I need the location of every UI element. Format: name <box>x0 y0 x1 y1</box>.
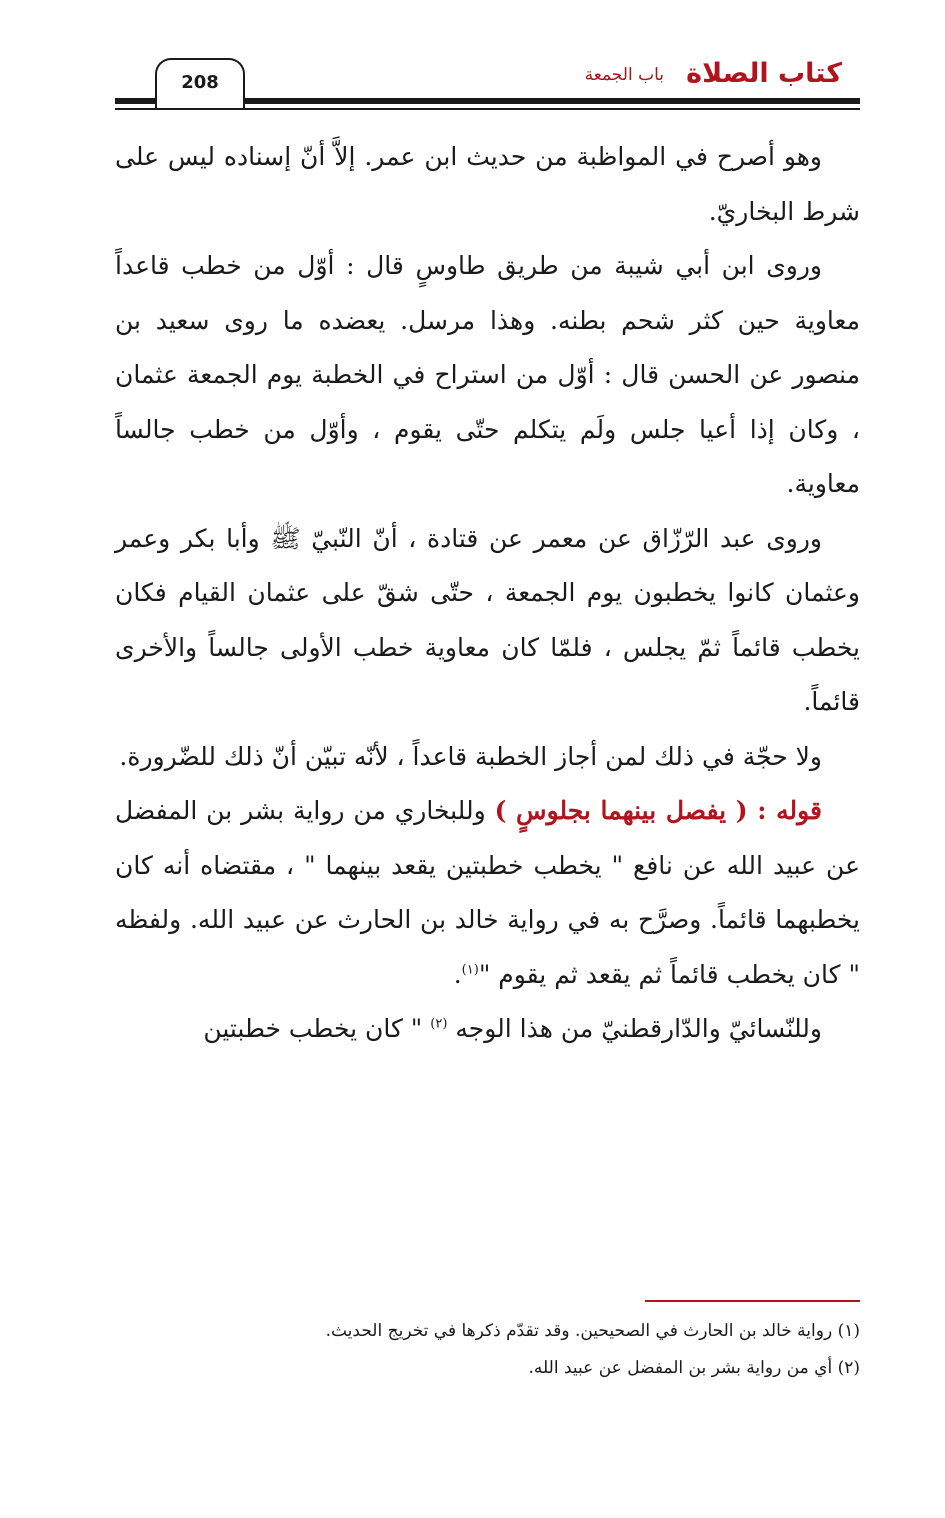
footnote-2: (٢) أي من رواية بشر بن المفضل عن عبيد الله. <box>528 1358 860 1378</box>
paragraph-5-end: . <box>453 959 462 989</box>
chapter-title: باب الجمعة <box>584 65 664 85</box>
paragraph-6-text-a: وللنّسائيّ والدّارقطنيّ من هذا الوجه <box>447 1014 822 1043</box>
paragraph-5-text: وللبخاري من رواية بشر بن المفضل عن عبيد الله عن نافع " يخطب خطبتين يقعد بينهما " ، مقتضاه أنه كان يخطبهما قائماً. وصرَّح به في رواية خالد بن الحارث عن عبيد الله. ولفظه " كان يخطب قائماً ثم يقعد ثم يقوم " <box>115 796 860 989</box>
footnote-separator <box>645 1300 860 1302</box>
paragraph-6-text-b: " كان يخطب خطبتين <box>203 1014 431 1043</box>
paragraph-3: وروى عبد الرّزّاق عن معمر عن قتادة ، أنّ النّبيّ ﷺ وأبا بكر وعمر وعثمان كانوا يخطبون يوم الجمعة ، حتّى شقّ على عثمان القيام فكان يخطب قائماً ثمّ يجلس ، فلمّا كان معاوية خطب الأولى جالساً والأخرى قائماً. <box>115 523 860 716</box>
quoted-heading: قوله : ( يفصل بينهما بجلوسٍ ) <box>494 796 822 825</box>
page-number: 208 <box>181 72 219 93</box>
footnote-ref-2[interactable]: (٢) <box>430 1016 448 1032</box>
footnotes <box>115 1313 860 1387</box>
paragraph-2: وروى ابن أبي شيبة من طريق طاوسٍ قال : أوّل من خطب قاعداً معاوية حين كثر شحم بطنه. وهذا مرسل. يعضده ما روى سعيد بن منصور عن الحسن قال : أوّل من استراح في الخطبة يوم الجمعة عثمان ، وكان إذا أعيا جلس ولَم يتكلم حتّى يقوم ، وأوّل من خطب جالساً معاوية. <box>115 251 860 498</box>
paragraph-5 <box>115 784 860 1002</box>
book-title: كتاب الصلاة <box>686 58 842 89</box>
page-number-tab <box>155 58 245 108</box>
page-header <box>115 50 860 110</box>
main-text <box>115 130 860 1057</box>
paragraph-6 <box>115 1002 860 1057</box>
footnote-ref-1[interactable]: (١) <box>461 962 479 978</box>
paragraph-1: وهو أصرح في المواظبة من حديث ابن عمر. إلاَّ أنّ إسناده ليس على شرط البخاريّ. <box>115 142 860 226</box>
paragraph-4: ولا حجّة في ذلك لمن أجاز الخطبة قاعداً ، لأنّه تبيّن أنّ ذلك للضّرورة. <box>119 741 822 771</box>
footnote-1: (١) رواية خالد بن الحارث في الصحيحين. وقد تقدّم ذكرها في تخريج الحديث. <box>325 1321 860 1341</box>
header-rule-thin <box>115 108 860 110</box>
